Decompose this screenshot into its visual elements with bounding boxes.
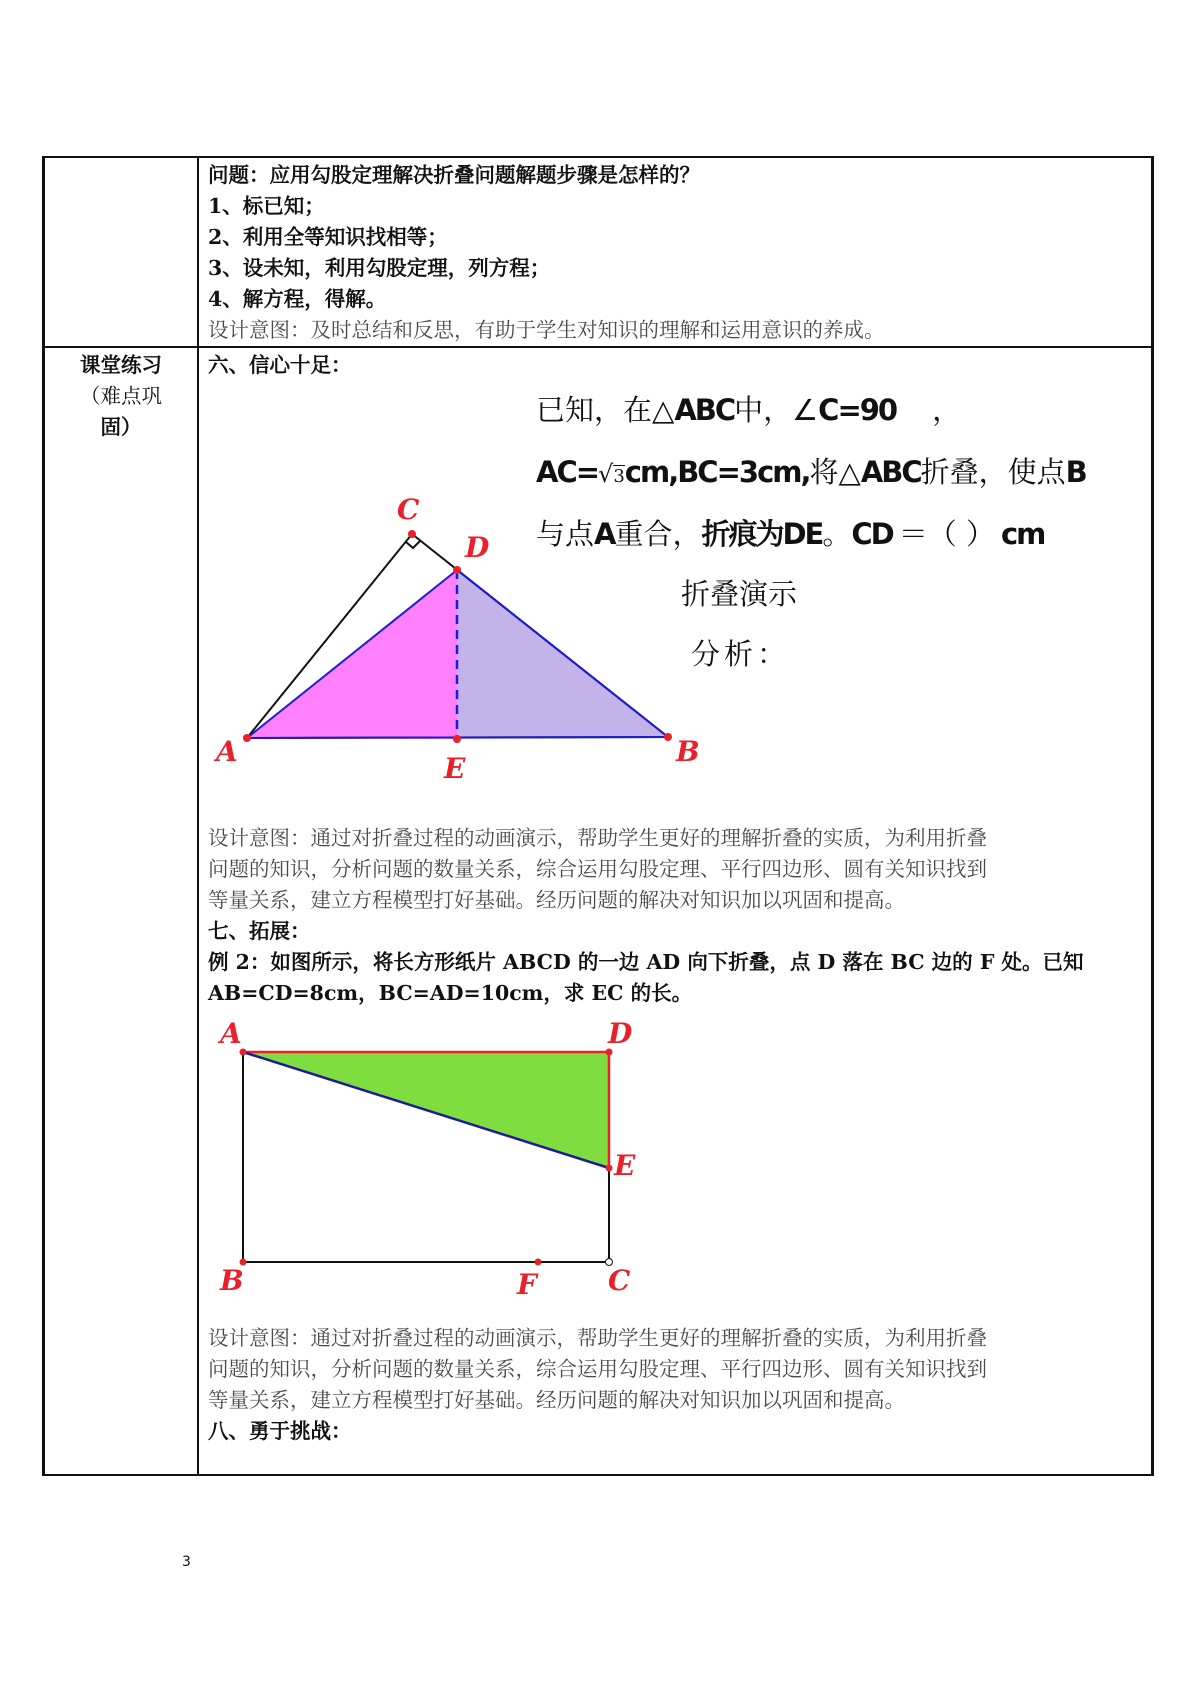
page-number: 3	[182, 1554, 191, 1570]
design-intent-3-line-2: 问题的知识，分析问题的数量关系，综合运用勾股定理、平行四边形、圆有关知识找到	[208, 1357, 987, 1381]
row2-content-cell	[198, 347, 1153, 1475]
design-intent-3-line-1: 设计意图：通过对折叠过程的动画演示，帮助学生更好的理解折叠的实质，为利用折叠	[208, 1326, 987, 1350]
heading-eight: 八、勇于挑战：	[208, 1419, 352, 1443]
step-3: 3、设未知，利用勾股定理，列方程；	[208, 256, 551, 280]
row1-content-cell	[198, 157, 1153, 347]
heading-seven: 七、拓展：	[208, 919, 311, 943]
example2-line-1: 例 2：如图所示，将长方形纸片 ABCD 的一边 AD 向下折叠，点 D 落在 BC 边的 F 处。已知	[208, 950, 1084, 974]
left-label-line-2: （难点巩	[80, 384, 162, 408]
rect-label-b: B	[220, 1264, 244, 1297]
point-a	[243, 734, 251, 742]
design-intent-1: 设计意图：及时总结和反思，有助于学生对知识的理解和运用意识的养成。	[208, 318, 885, 342]
problem-line-3: 与点A重合，折痕为DE。CD ＝（ ） cm	[536, 517, 1045, 551]
step-2: 2、利用全等知识找相等；	[208, 225, 448, 249]
point-b	[664, 733, 672, 741]
rectangle-fold-figure	[214, 1012, 654, 1301]
problem-line-1: 已知，在△ABC中，∠C=90 ，	[536, 393, 962, 427]
heading-six: 六、信心十足：	[208, 353, 352, 377]
row1-left-cell	[44, 157, 199, 347]
point-c	[408, 530, 416, 538]
label-c: C	[397, 493, 420, 526]
sqrt-symbol: √	[598, 460, 614, 488]
label-d: D	[465, 531, 490, 564]
rect-point-e	[606, 1165, 613, 1172]
analysis-link[interactable]: 分析：	[691, 637, 791, 671]
right-angle-marker	[406, 541, 420, 548]
design-intent-2-line-3: 等量关系，建立方程模型打好基础。经历问题的解决对知识加以巩固和提高。	[208, 888, 905, 912]
rect-point-f	[535, 1259, 542, 1266]
label-a: A	[216, 735, 238, 768]
label-e: E	[444, 752, 466, 785]
fold-steps-question: 问题：应用勾股定理解决折叠问题解题步骤是怎样的？	[208, 163, 700, 187]
rect-label-c: C	[608, 1264, 631, 1297]
rect-label-f: F	[517, 1268, 537, 1301]
row2-left-cell	[44, 347, 199, 1475]
step-1: 1、标已知；	[208, 194, 325, 218]
label-b: B	[676, 735, 700, 768]
lesson-plan-table	[42, 156, 1154, 1476]
design-intent-2-line-1: 设计意图：通过对折叠过程的动画演示，帮助学生更好的理解折叠的实质，为利用折叠	[208, 826, 987, 850]
left-label-line-3: 固）	[100, 415, 142, 439]
design-intent-2-line-2: 问题的知识，分析问题的数量关系，综合运用勾股定理、平行四边形、圆有关知识找到	[208, 857, 987, 881]
triangle-fold-figure	[214, 493, 700, 798]
step-4: 4、解方程，得解。	[208, 287, 387, 311]
rect-label-a: A	[220, 1017, 242, 1050]
point-e	[453, 735, 461, 743]
problem-line-2: AC=√3cm,BC=3cm,将△ABC折叠，使点B	[536, 455, 1086, 489]
rect-label-d: D	[608, 1017, 633, 1050]
example2-line-2: AB=CD=8cm，BC=AD=10cm，求 EC 的长。	[208, 981, 693, 1005]
point-d	[453, 566, 461, 574]
rect-label-e: E	[614, 1149, 636, 1182]
left-label-line-1: 课堂练习	[80, 353, 162, 377]
fold-demo-link[interactable]: 折叠演示	[681, 577, 798, 611]
design-intent-3-line-3: 等量关系，建立方程模型打好基础。经历问题的解决对知识加以巩固和提高。	[208, 1388, 905, 1412]
